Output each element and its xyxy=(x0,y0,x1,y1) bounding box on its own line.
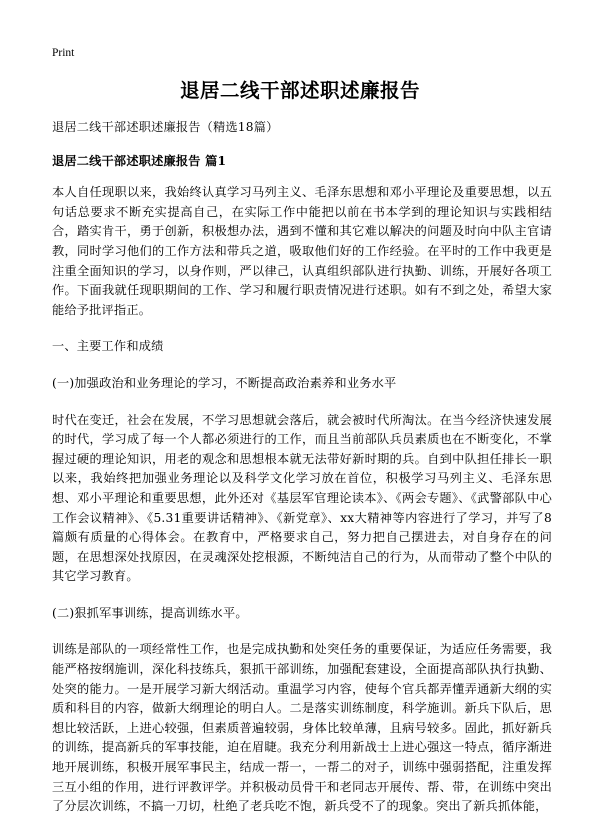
paragraph-political-study: 时代在变迁，社会在发展，不学习思想就会落后，就会被时代所淘汰。在当今经济快速发展的时代，学习成了每一个人都必须进行的工作，而且当前部队兵员素质也在不断变化，不掌握过硬的理论知识，用老的观念和思想根本就无法带好新时期的兵。自到中队担任排长一职以来，我始终把加强业务理论以及科学文化学习放在首位，积极学习马列主义、毛泽东思想、邓小平理论和重要思想，此外还对《基层军官理论读本》、《两会专题》、《武警部队中心工作会议精神》、《5.31重要讲话精神》、《新党章》、xx大精神等内容进行了学习，并写了8篇颇有质量的心得体会。在教育中，严格要求自己，努力把自己摆进去，对自身存在的问题，在思想深处找原因，在灵魂深处挖根源，不断纯洁自己的行为，从而带动了整个中队的其它学习教育。 xyxy=(52,412,552,584)
part-heading-main-work: 一、主要工作和成绩 xyxy=(52,339,164,354)
intro-paragraph: 本人自任现职以来，我始终认真学习马列主义、毛泽东思想和邓小平理论及重要思想，以五句话总要求不断充实提高自己，在实际工作中能把以前在书本学到的理论知识与实践相结合，踏实肯干，勇于创新，积极想办法，遇到不懂和其它难以解决的问题及时向中队主官请教，同时学习他们的工作方法和带兵之道，吸取他们好的工作经验。在平时的工作中我更是注重全面知识的学习，以身作则，严以律己，认真组织部队进行执勤、训练，开展好各项工作。下面我就任现职期间的工作、学习和履行职责情况进行述职。如有不到之处，希望大家能给予批评指正。 xyxy=(52,185,552,317)
subheading-military-training: (二)狠抓军事训练，提高训练水平。 xyxy=(52,605,248,620)
document-body xyxy=(52,118,552,828)
paragraph-military-training: 训练是部队的一项经常性工作，也是完成执勤和处突任务的重要保证，为适应任务需要，我能严格按纲施训，深化科技练兵，狠抓干部训练，加强配套建设，全面提高部队执行执勤、处突的能力。一是开展学习新大纲活动。重温学习内容，使每个官兵都弄懂弄通新大纲的实质和科目的内容，做新大纲理论的明白人。二是落实训练制度，科学施训。新兵下队后，思想比较活跃，上进心较强，但素质普遍较弱，身体比较单薄，且病号较多。固此，抓好新兵的训练，提高新兵的军事技能，迫在眉睫。我充分利用新战士上进心强这一特点，循序渐进地开展训练，积极开展军事民主，结成一帮一，一帮二的对子，训练中强弱搭配，注重发挥三互小组的作用，进行评教评学。并积极动员骨干和老同志开展传、帮、带，在训练中突出了分层次训练，不搞一刀切，杜绝了老兵吃不饱，新兵受不了的现象。突出了新兵抓体能， xyxy=(52,642,552,814)
document-subtitle: 退居二线干部述职述廉报告（精选18篇） xyxy=(52,120,279,134)
document-title: 退居二线干部述职述廉报告 xyxy=(179,79,420,102)
subheading-political-study: (一)加强政治和业务理论的学习，不断提高政治素养和业务水平 xyxy=(52,375,397,390)
section-heading: 退居二线干部述职述廉报告 篇1 xyxy=(52,153,227,168)
print-label: Print xyxy=(52,47,75,59)
